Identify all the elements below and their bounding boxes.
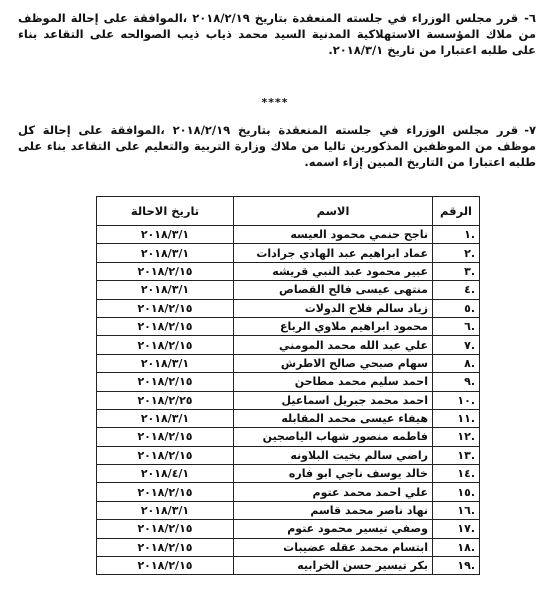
- row-date: ٢٠١٨/٢/١٥: [97, 446, 234, 464]
- row-name: زياد سالم فلاح الدولات: [234, 299, 433, 317]
- row-date: ٢٠١٨/٢/١٥: [97, 373, 234, 391]
- row-date: ٢٠١٨/٣/١: [97, 501, 234, 519]
- row-date: ٢٠١٨/٢/١٥: [97, 428, 234, 446]
- paragraph-7-number: ٧-: [524, 123, 536, 137]
- table-row: [97, 262, 480, 280]
- table-row: [97, 354, 480, 372]
- paragraph-7: [18, 122, 536, 170]
- row-date: ٢٠١٨/٤/١: [97, 465, 234, 483]
- table-row: [97, 336, 480, 354]
- row-number: .١٨: [433, 538, 480, 556]
- row-name: وصفي تيسير محمود عتوم: [234, 520, 433, 538]
- row-number: .١٤: [433, 465, 480, 483]
- row-name: عماد ابراهيم عبد الهادي جرادات: [234, 244, 433, 262]
- table-row: [97, 538, 480, 556]
- table-row: [97, 391, 480, 409]
- header-date: تاريخ الاحالة: [97, 197, 234, 226]
- row-name: ابتسام محمد عقله عضيبات: [234, 538, 433, 556]
- row-name: احمد سليم محمد مطاحن: [234, 373, 433, 391]
- row-date: ٢٠١٨/٢/١٥: [97, 557, 234, 575]
- row-date: ٢٠١٨/٢/١٥: [97, 520, 234, 538]
- row-date: ٢٠١٨/٢/٢٥: [97, 391, 234, 409]
- header-name: الاسم: [234, 197, 433, 226]
- row-name: منتهى عيسى فالح القصاص: [234, 281, 433, 299]
- retirees-table: [96, 196, 480, 575]
- row-name: علي عبد الله محمد المومني: [234, 336, 433, 354]
- row-number: .٨: [433, 354, 480, 372]
- row-date: ٢٠١٨/٢/١٥: [97, 336, 234, 354]
- table-row: [97, 281, 480, 299]
- row-name: راضي سالم بخيت البلاونه: [234, 446, 433, 464]
- row-date: ٢٠١٨/٣/١: [97, 354, 234, 372]
- row-name: ناجح حنمي محمود العيسه: [234, 226, 433, 244]
- row-name: فاطمه منصور شهاب الياصجين: [234, 428, 433, 446]
- table-row: [97, 299, 480, 317]
- table-row: [97, 409, 480, 427]
- row-name: سهام صبحي صالح الاطرش: [234, 354, 433, 372]
- row-date: ٢٠١٨/٢/١٥: [97, 262, 234, 280]
- row-number: .٦: [433, 317, 480, 335]
- row-number: .٥: [433, 299, 480, 317]
- row-number: .١٦: [433, 501, 480, 519]
- paragraph-7-text: قرر مجلس الوزراء في جلسته المنعقدة بتاريخ ٢٠١٨/٢/١٩ ،الموافقة على إحالة كل موظف من الموظفين المذكورين تاليا من ملاك وزارة التربية والتعليم على التقاعد بناء على طلبه اعتبارا من التاريخ المبين إزاء اسمه.: [18, 123, 536, 169]
- row-number: .٩: [433, 373, 480, 391]
- table-row: [97, 226, 480, 244]
- row-number: .١١: [433, 409, 480, 427]
- paragraph-6-number: ٦-: [524, 11, 536, 25]
- row-number: .١٥: [433, 483, 480, 501]
- section-separator: ****: [261, 96, 289, 109]
- table-row: [97, 483, 480, 501]
- row-name: خالد يوسف ناجي ابو فاره: [234, 465, 433, 483]
- table-row: [97, 428, 480, 446]
- row-number: .١: [433, 226, 480, 244]
- row-date: ٢٠١٨/٣/١: [97, 409, 234, 427]
- row-date: ٢٠١٨/٢/١٥: [97, 317, 234, 335]
- paragraph-6-text: قرر مجلس الوزراء في جلسته المنعقدة بتاريخ ٢٠١٨/٢/١٩ ،الموافقة على إحالة الموظف من ملاك المؤسسة الاستهلاكية المدنية السيد محمد ذياب ذيب الصوالحه على التقاعد بناء على طلبه اعتبارا من تاريخ ٢٠١٨/٣/١.: [18, 11, 536, 57]
- row-date: ٢٠١٨/٣/١: [97, 281, 234, 299]
- table-row: [97, 244, 480, 262]
- row-name: عبير محمود عبد النبي قريشه: [234, 262, 433, 280]
- row-date: ٢٠١٨/٢/١٥: [97, 538, 234, 556]
- row-number: .٢: [433, 244, 480, 262]
- table-row: [97, 501, 480, 519]
- table-row: [97, 557, 480, 575]
- row-number: .١٠: [433, 391, 480, 409]
- row-number: .١٢: [433, 428, 480, 446]
- row-date: ٢٠١٨/٢/١٥: [97, 299, 234, 317]
- table-row: [97, 465, 480, 483]
- row-number: .٧: [433, 336, 480, 354]
- row-name: محمود ابراهيم ملاوي الرباع: [234, 317, 433, 335]
- row-name: احمد محمد جبريل اسماعيل: [234, 391, 433, 409]
- paragraph-6: [18, 10, 536, 58]
- table-row: [97, 520, 480, 538]
- row-number: .١٣: [433, 446, 480, 464]
- row-number: .٤: [433, 281, 480, 299]
- header-number: الرقم: [433, 197, 480, 226]
- row-name: هيفاء عيسى محمد المقابله: [234, 409, 433, 427]
- table-row: [97, 446, 480, 464]
- row-date: ٢٠١٨/٢/١٥: [97, 483, 234, 501]
- row-name: علي احمد محمد عتوم: [234, 483, 433, 501]
- row-number: .٣: [433, 262, 480, 280]
- row-number: .١٧: [433, 520, 480, 538]
- row-date: ٢٠١٨/٣/١: [97, 244, 234, 262]
- row-name: بكر تيسير حسن الخرابيه: [234, 557, 433, 575]
- table-row: [97, 317, 480, 335]
- table-header-row: [97, 197, 480, 226]
- table-row: [97, 373, 480, 391]
- row-name: نهاد ناصر محمد قاسم: [234, 501, 433, 519]
- row-date: ٢٠١٨/٣/١: [97, 226, 234, 244]
- row-number: .١٩: [433, 557, 480, 575]
